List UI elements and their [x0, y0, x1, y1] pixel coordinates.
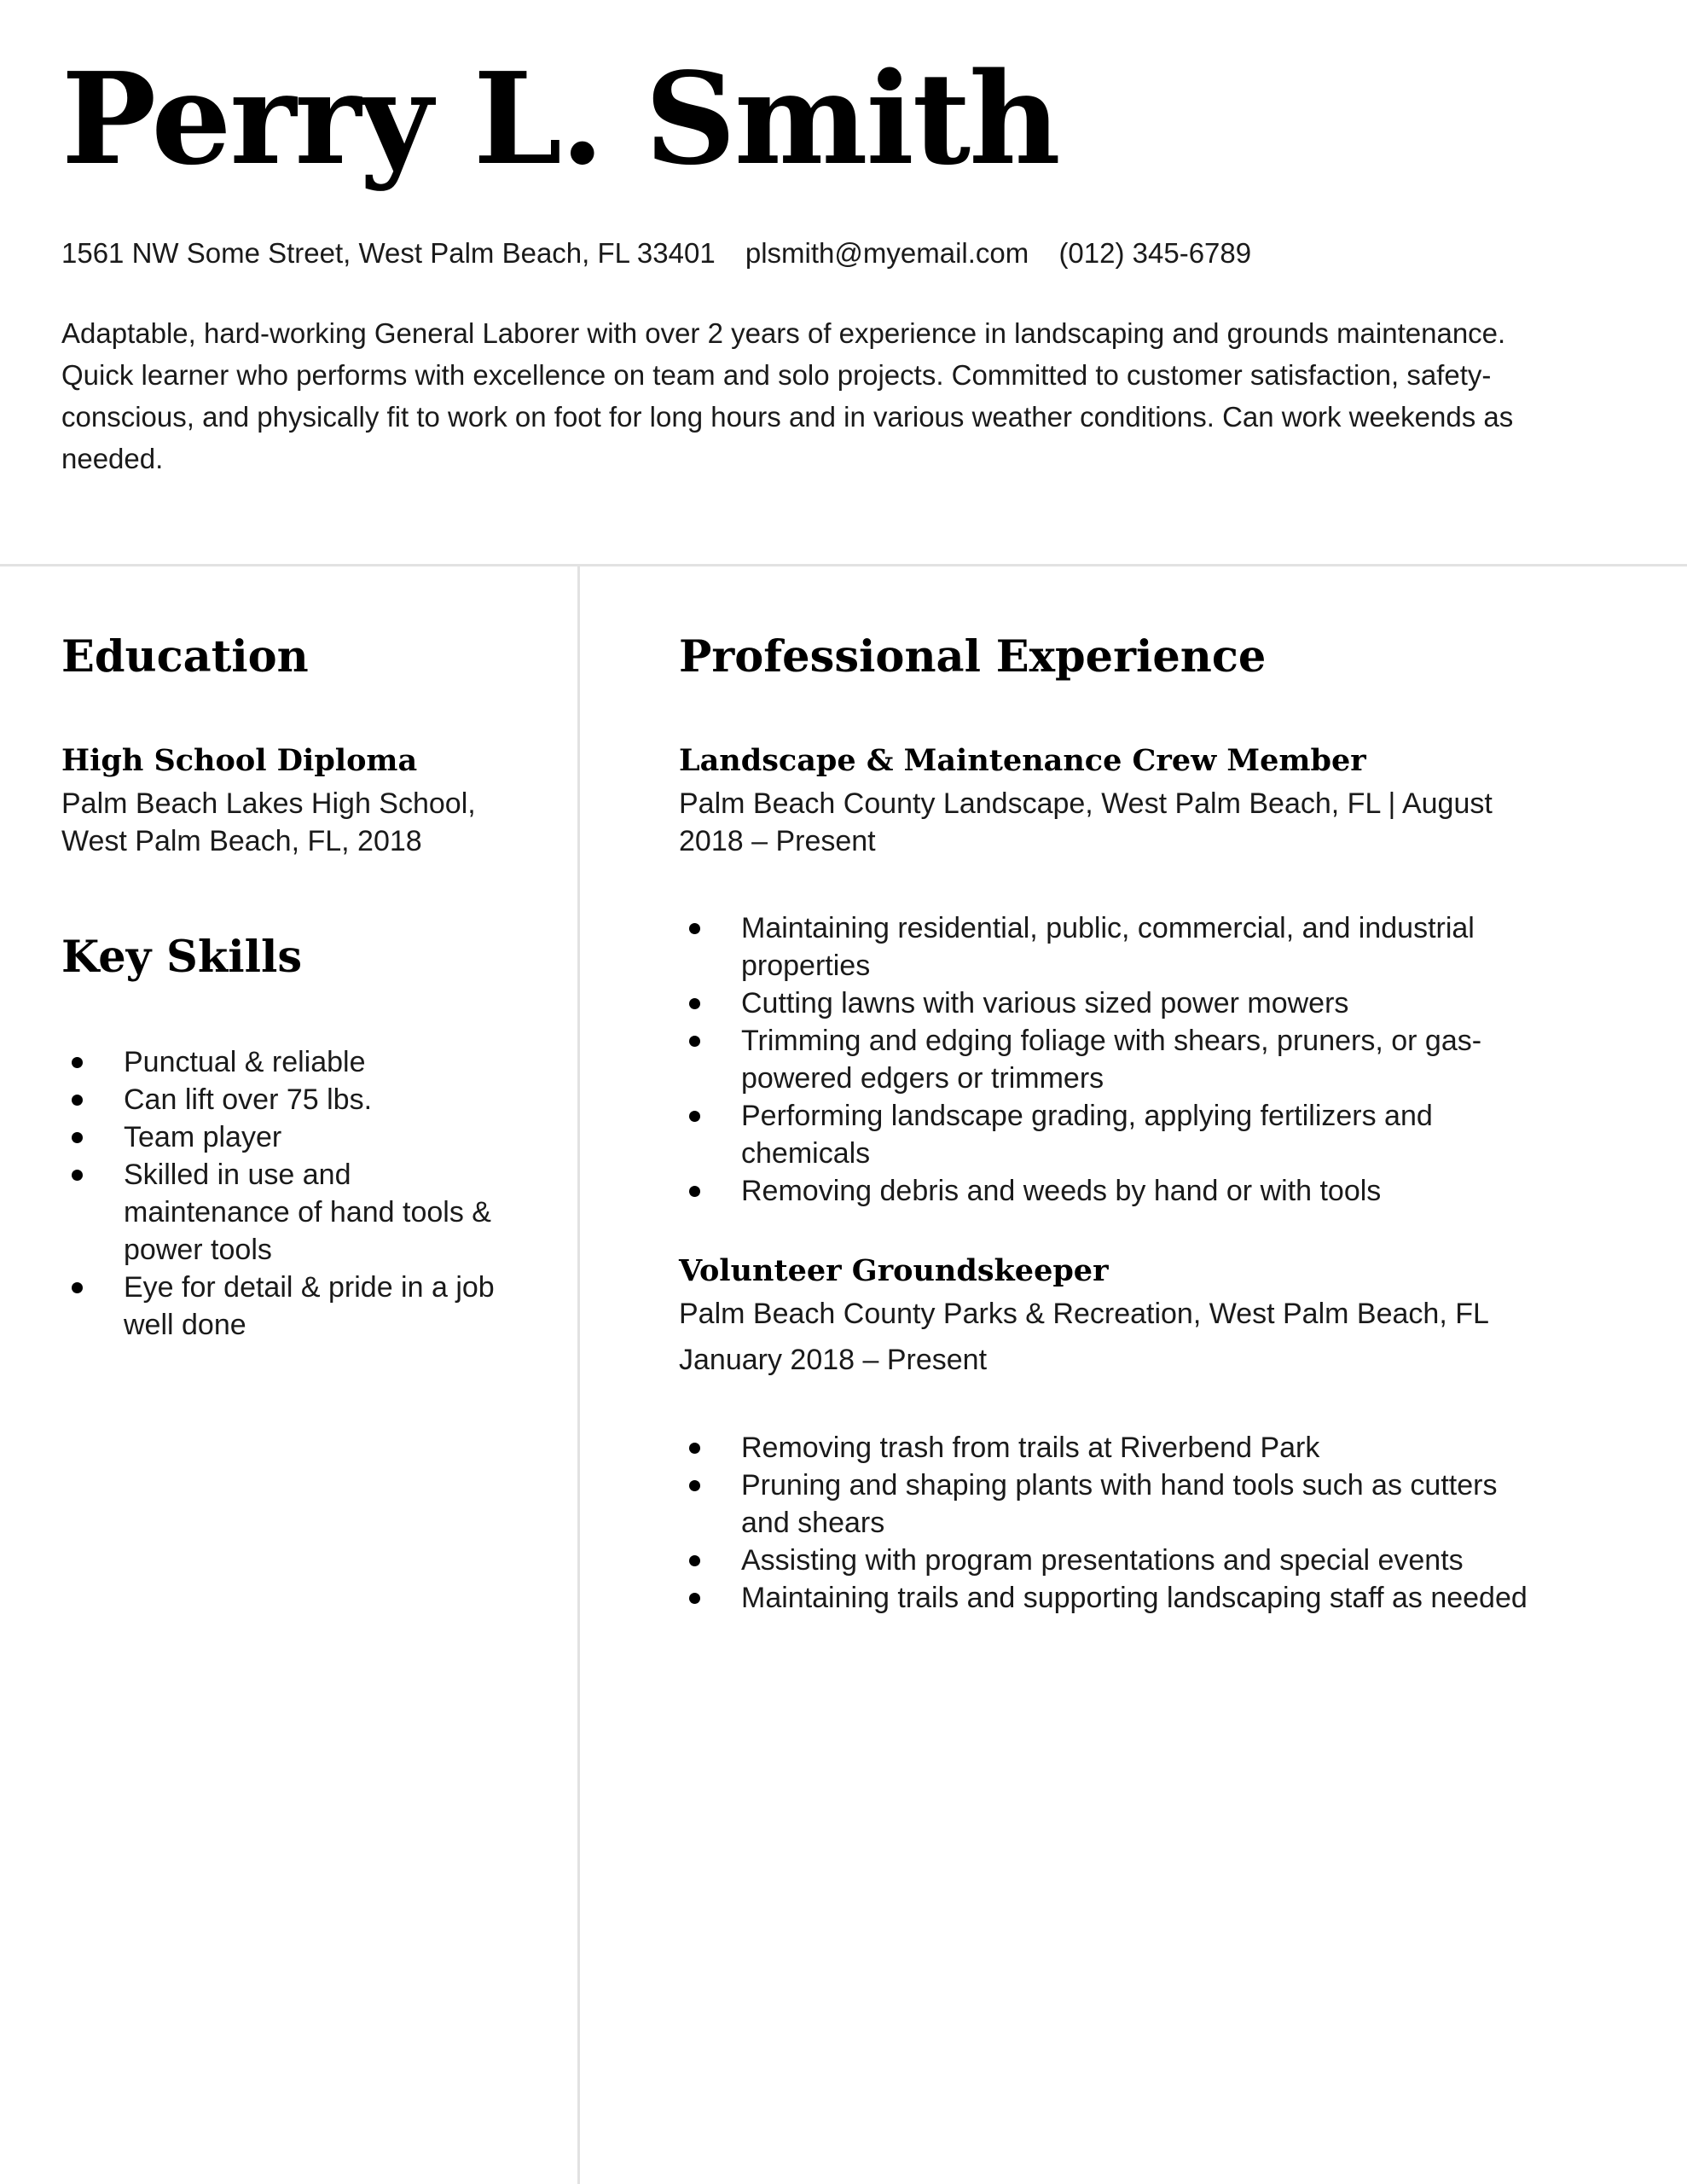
- email: plsmith@myemail.com: [745, 237, 1029, 269]
- education-heading: Education: [61, 631, 309, 682]
- education-degree: High School Diploma: [61, 743, 418, 778]
- job-bullet: Performing landscape grading, applying fertilizers and chemicals: [679, 1097, 1532, 1172]
- vertical-divider: [577, 566, 580, 2184]
- skills-heading: Key Skills: [61, 932, 303, 983]
- skill-item: Team player: [61, 1118, 522, 1156]
- horizontal-divider: [0, 564, 1687, 566]
- job-bullet: Removing trash from trails at Riverbend Park: [679, 1429, 1549, 1467]
- contact-line: [61, 235, 1273, 271]
- job-bullet: Assisting with program presentations and special events: [679, 1542, 1549, 1579]
- job-dates: January 2018 – Present: [679, 1344, 988, 1376]
- address: 1561 NW Some Street, West Palm Beach, FL 33401: [61, 237, 716, 269]
- job-bullet: Pruning and shaping plants with hand tools such as cutters and shears: [679, 1467, 1549, 1542]
- skill-item: Punctual & reliable: [61, 1043, 522, 1081]
- job-bullet: Trimming and edging foliage with shears, pruners, or gas-powered edgers or trimmers: [679, 1022, 1532, 1097]
- skills-list: [61, 1043, 522, 1344]
- skill-item: Eye for detail & pride in a job well done: [61, 1269, 522, 1344]
- experience-heading: Professional Experience: [679, 631, 1267, 682]
- job-bullet: Removing debris and weeds by hand or with tools: [679, 1172, 1532, 1210]
- job-company: Palm Beach County Parks & Recreation, West Palm Beach, FL: [679, 1298, 1489, 1330]
- education-location-year: West Palm Beach, FL, 2018: [61, 825, 422, 857]
- candidate-name: Perry L. Smith: [61, 44, 1059, 193]
- job-bullets: [679, 909, 1532, 1210]
- job-bullets: [679, 1429, 1549, 1617]
- job-entry: [679, 1252, 1515, 1379]
- job-bullet: Maintaining trails and supporting landscaping staff as needed: [679, 1579, 1549, 1617]
- summary: Adaptable, hard-working General Laborer with over 2 years of experience in landscaping and grounds maintenance. Quick learner who performs with excellence on team and solo projects. Committed to customer satisfaction, safety-conscious, and physically fit to work on foot for long hours and in various weather conditions. Can work weekends as needed.: [61, 317, 1514, 474]
- skill-item: Skilled in use and maintenance of hand tools & power tools: [61, 1156, 522, 1269]
- skill-item: Can lift over 75 lbs.: [61, 1081, 522, 1118]
- job-entry: [679, 742, 1515, 860]
- education-entry: [61, 742, 556, 860]
- job-bullet: Maintaining residential, public, commercial, and industrial properties: [679, 909, 1532, 985]
- job-bullet: Cutting lawns with various sized power mowers: [679, 985, 1532, 1022]
- job-company: Palm Beach County Landscape, West Palm Beach, FL | August 2018 – Present: [679, 787, 1493, 857]
- phone: (012) 345-6789: [1058, 237, 1252, 269]
- job-title: Volunteer Groundskeeper: [679, 1253, 1109, 1288]
- job-title: Landscape & Maintenance Crew Member: [679, 743, 1366, 778]
- education-school: Palm Beach Lakes High School,: [61, 787, 476, 820]
